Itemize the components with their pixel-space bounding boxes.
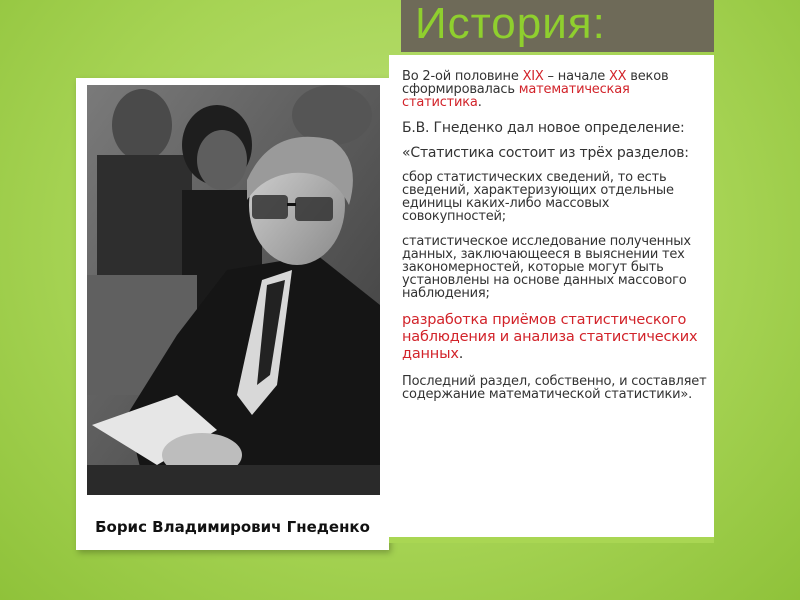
photo-frame — [76, 78, 389, 550]
paragraph-conclusion: Последний раздел, собственно, и составляет содержание математической статистики». — [402, 374, 707, 402]
highlight-section-3: разработка приёмов статистического наблюдения и анализа статистических данных — [402, 312, 698, 362]
text-run: Во 2-ой половине — [402, 69, 523, 84]
text-panel-footer-strip — [389, 537, 714, 543]
text-run: . — [477, 95, 482, 110]
paragraph-section-2: статистическое исследование полученных данных, заключающееся в выяснении тех закономерностей, которые могут быть установлены на основе данных массового наблюдения; — [402, 234, 691, 301]
paragraph-section-1: сбор статистических сведений, то есть сведений, характеризующих отдельные единицы каких-либо массовых совокупностей; — [402, 170, 674, 224]
text-run: – начале — [543, 69, 609, 84]
slide-content — [402, 70, 708, 413]
paragraph-definition-intro: Б.В. Гнеденко дал новое определение: — [402, 120, 685, 136]
text-run: . — [458, 346, 464, 362]
highlight-math-statistics: математическая статистика — [402, 82, 630, 110]
photo-caption: Борис Владимирович Гнеденко — [95, 518, 370, 536]
paragraph-sections-intro: «Статистика состоит из трёх разделов: — [402, 145, 689, 161]
portrait-photo — [87, 85, 380, 495]
highlight-century-20: XX — [608, 69, 627, 84]
paragraph-section-3 — [402, 312, 708, 363]
text-run: веков сформировалась — [402, 69, 669, 97]
portrait-photo-icon — [87, 85, 380, 495]
slide-title: История: — [415, 0, 606, 48]
highlight-century-19: XIX — [522, 69, 544, 84]
paragraph-intro — [402, 70, 708, 109]
